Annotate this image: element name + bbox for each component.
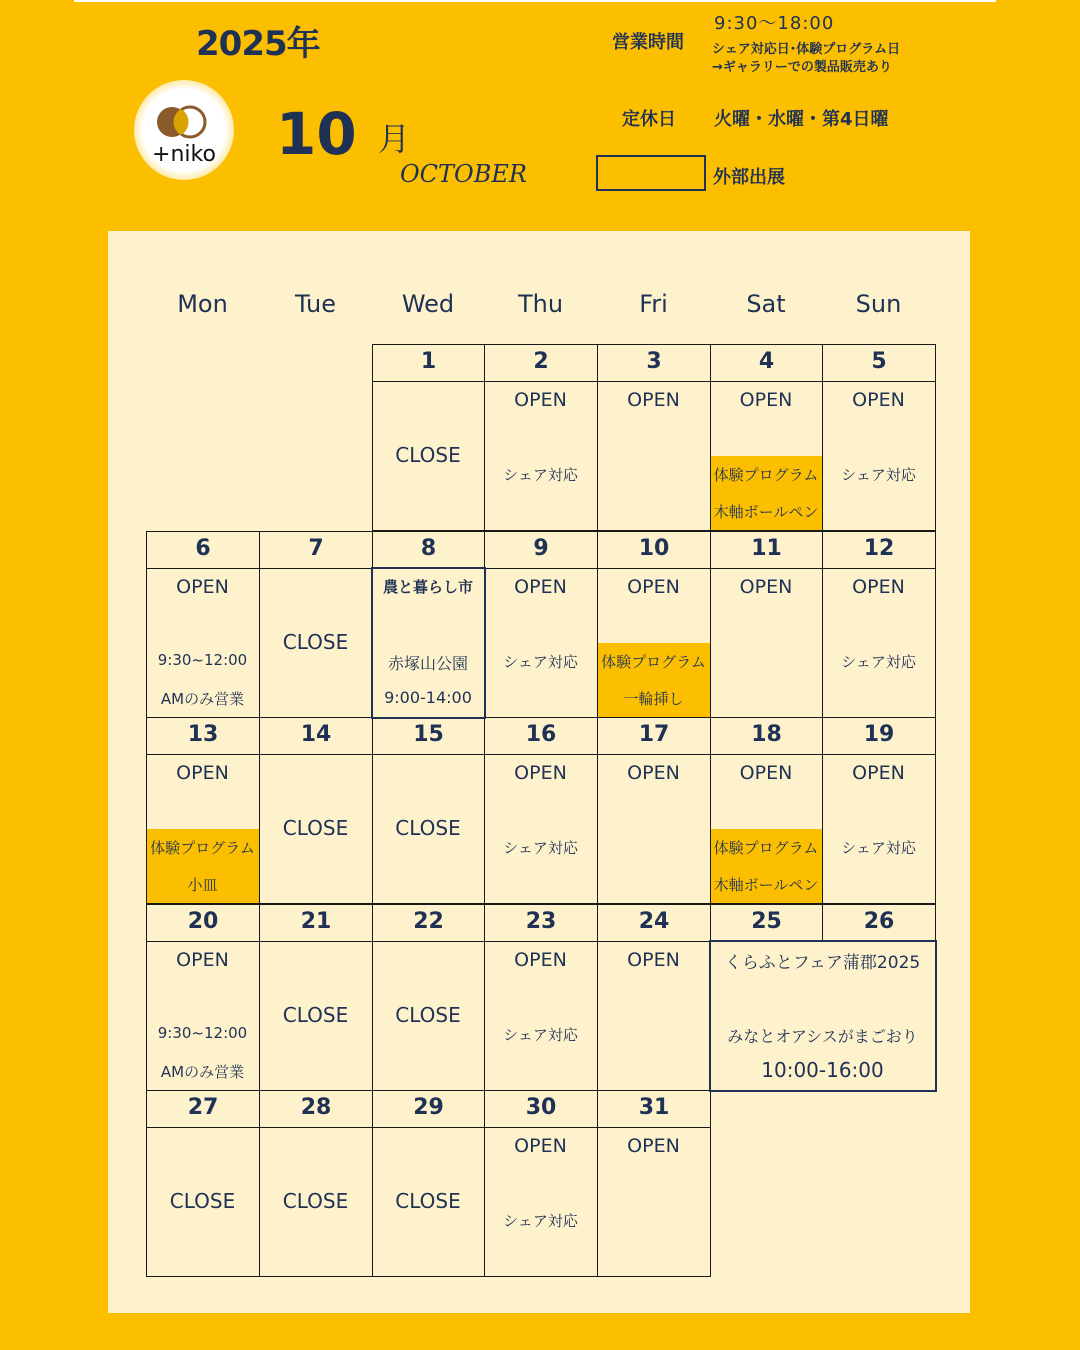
legend-label: 外部出展 xyxy=(713,167,785,188)
niko-logo xyxy=(134,80,234,180)
top-border xyxy=(74,0,996,2)
label-share: シェア対応 xyxy=(503,466,578,484)
label-open: OPEN xyxy=(514,576,567,598)
label-open: OPEN xyxy=(852,389,905,411)
label-program-pen: 木軸ボールペン xyxy=(713,876,819,894)
hours-note-1: シェア対応日･体験プログラム日 xyxy=(712,42,901,57)
label-open: OPEN xyxy=(852,762,905,784)
label-close: CLOSE xyxy=(282,1189,349,1213)
day-number: 13 xyxy=(187,722,219,747)
label-program: 体験プログラム xyxy=(713,466,819,484)
label-program: 体験プログラム xyxy=(150,839,255,857)
day-number: 20 xyxy=(187,909,219,934)
label-close: CLOSE xyxy=(395,1189,461,1213)
month-kanji: 月 xyxy=(378,120,411,158)
day-number: 5 xyxy=(871,349,887,374)
day-number: 6 xyxy=(195,536,211,561)
weekday-header-sun: Sun xyxy=(855,290,902,318)
event-place: 赤塚山公園 xyxy=(387,654,468,673)
label-share: シェア対応 xyxy=(841,653,916,671)
label-program-plate: 小皿 xyxy=(187,876,218,894)
label-am-hours: 9:30~12:00 xyxy=(157,651,248,669)
weekday-header-mon: Mon xyxy=(177,290,228,318)
label-program-flower: 一輪挿し xyxy=(623,690,684,708)
label-close: CLOSE xyxy=(282,1003,349,1027)
day-number: 10 xyxy=(638,536,670,561)
label-share: シェア対応 xyxy=(503,1212,578,1230)
month-english: OCTOBER xyxy=(400,160,527,188)
label-open: OPEN xyxy=(514,389,567,411)
closed-value: 火曜・水曜・第4日曜 xyxy=(714,109,889,130)
label-share: シェア対応 xyxy=(841,466,916,484)
day-number: 17 xyxy=(638,722,670,747)
day-number: 27 xyxy=(187,1095,219,1120)
day-number: 24 xyxy=(638,909,670,934)
label-close: CLOSE xyxy=(395,816,461,840)
weekday-header-tue: Tue xyxy=(295,290,336,318)
day-number: 8 xyxy=(420,536,437,561)
label-share: シェア対応 xyxy=(841,839,916,857)
day-number: 19 xyxy=(863,722,895,747)
legend-swatch xyxy=(596,155,706,191)
label-am-only: AMのみ営業 xyxy=(160,1063,245,1081)
day-number: 26 xyxy=(863,909,895,934)
label-open: OPEN xyxy=(176,576,229,598)
label-close: CLOSE xyxy=(395,1003,461,1027)
label-close: CLOSE xyxy=(282,816,349,840)
day-number: 18 xyxy=(751,722,782,747)
day-number: 9 xyxy=(533,536,549,561)
weekday-header-thu: Thu xyxy=(517,290,564,318)
day-number: 4 xyxy=(758,349,775,374)
logo-rings-icon xyxy=(154,102,214,142)
logo-text: +niko xyxy=(152,142,216,167)
label-open: OPEN xyxy=(627,576,680,598)
day-number: 16 xyxy=(525,722,557,747)
label-close: CLOSE xyxy=(169,1189,236,1213)
label-open: OPEN xyxy=(739,389,793,411)
label-open: OPEN xyxy=(627,762,680,784)
label-open: OPEN xyxy=(627,1135,680,1157)
label-open: OPEN xyxy=(627,949,680,971)
day-number: 7 xyxy=(308,536,324,561)
hours-value: 9:30〜18:00 xyxy=(714,13,835,34)
day-number: 14 xyxy=(300,722,332,747)
hours-note-2: →ギャラリーでの製品販売あり xyxy=(712,60,892,75)
event-place: みなとオアシスがまごおり xyxy=(727,1027,918,1046)
label-open: OPEN xyxy=(514,762,567,784)
day-number: 28 xyxy=(300,1095,332,1120)
label-open: OPEN xyxy=(852,576,905,598)
label-am-hours: 9:30~12:00 xyxy=(157,1024,248,1042)
day-number: 23 xyxy=(525,909,557,934)
label-close: CLOSE xyxy=(395,443,461,467)
month-number: 10 xyxy=(276,100,357,168)
event-title: 農と暮らし市 xyxy=(382,578,473,596)
day-number: 25 xyxy=(751,909,782,934)
day-number: 21 xyxy=(300,909,332,934)
closed-label: 定休日 xyxy=(622,109,676,130)
day-number: 31 xyxy=(638,1095,670,1120)
event-time: 9:00-14:00 xyxy=(384,688,472,707)
label-share: シェア対応 xyxy=(503,1026,578,1044)
year-heading: 2025年 xyxy=(196,24,320,64)
event-title: くらふとフェア蒲郡2025 xyxy=(724,953,921,973)
day-number: 30 xyxy=(525,1095,557,1120)
day-number: 12 xyxy=(863,536,895,561)
label-share: シェア対応 xyxy=(503,839,578,857)
day-number: 22 xyxy=(413,909,444,934)
weekday-header-wed: Wed xyxy=(401,290,455,318)
label-open: OPEN xyxy=(739,762,793,784)
day-number: 3 xyxy=(646,349,662,374)
day-number: 2 xyxy=(533,349,549,374)
label-program-pen: 木軸ボールペン xyxy=(713,503,819,521)
day-number: 29 xyxy=(413,1095,444,1120)
label-am-only: AMのみ営業 xyxy=(160,690,245,708)
event-time: 10:00-16:00 xyxy=(761,1058,884,1082)
label-program: 体験プログラム xyxy=(713,839,819,857)
weekday-header-fri: Fri xyxy=(639,290,668,318)
weekday-header-sat: Sat xyxy=(746,290,786,318)
label-close: CLOSE xyxy=(282,630,349,654)
label-open: OPEN xyxy=(176,762,229,784)
label-share: シェア対応 xyxy=(503,653,578,671)
hours-label: 営業時間 xyxy=(612,32,684,53)
label-open: OPEN xyxy=(739,576,793,598)
day-number: 1 xyxy=(420,349,437,374)
day-number: 11 xyxy=(751,536,782,561)
label-open: OPEN xyxy=(627,389,680,411)
label-open: OPEN xyxy=(514,949,567,971)
day-number: 15 xyxy=(413,722,444,747)
label-program: 体験プログラム xyxy=(601,653,706,671)
label-open: OPEN xyxy=(514,1135,567,1157)
label-open: OPEN xyxy=(176,949,229,971)
